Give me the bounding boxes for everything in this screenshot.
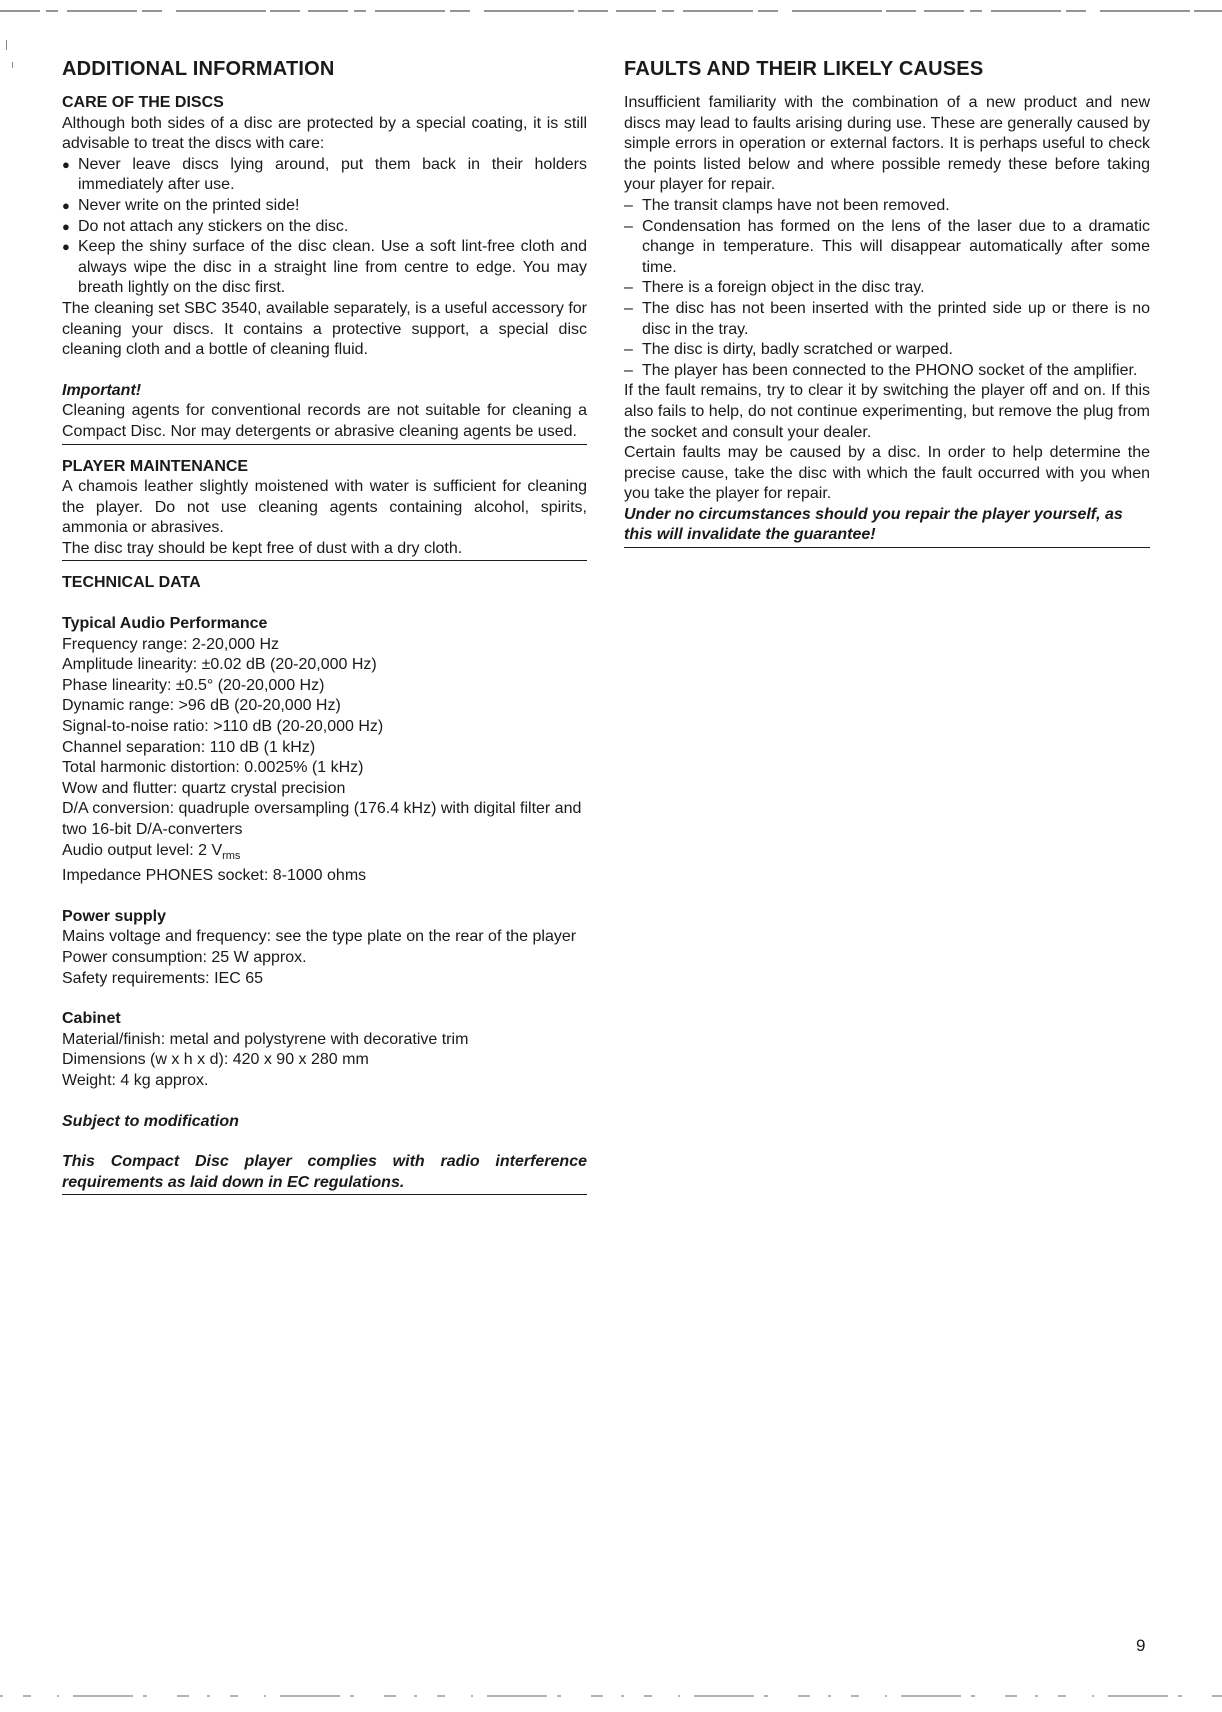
technical-data-section (62, 573, 587, 1195)
scan-edge-top (0, 8, 1222, 14)
important-text: Cleaning agents for conventional records are not suitable for cleaning a Compact Disc. Nor may detergents or abrasive cleaning agents be used. (62, 401, 587, 444)
care-intro: Although both sides of a disc are protected by a special coating, it is still advisable to treat the discs with care: (62, 114, 587, 153)
maintenance-heading: PLAYER MAINTENANCE (62, 457, 249, 475)
care-bullet: ● Never leave discs lying around, put them back in their holders immediately after use. (62, 155, 587, 196)
cleaning-set-text: The cleaning set SBC 3540, available separately, is a useful accessory for cleaning your discs. It contains a protective support, a special disc cleaning cloth and a bottle of cleaning fluid. (62, 299, 587, 359)
spec-line: Material/finish: metal and polystyrene with decorative trim (62, 1030, 469, 1048)
spec-line: Dimensions (w x h x d): 420 x 90 x 280 mm (62, 1051, 369, 1069)
subject-to-modification: Subject to modification (62, 1112, 239, 1130)
faults-disc-cause: Certain faults may be caused by a disc. In order to help determine the precise cause, take the disc with which the fault occurred with you when you take the player for repair. (624, 444, 1150, 503)
faults-cause-list (624, 196, 1150, 381)
right-column (624, 58, 1150, 548)
output-level-text: Audio output level: 2 V (62, 841, 223, 859)
maintenance-tray-text: The disc tray should be kept free of dust with a dry cloth. (62, 539, 587, 562)
additional-information-title: ADDITIONAL INFORMATION (62, 58, 335, 80)
spec-line: Dynamic range: >96 dB (20-20,000 Hz) (62, 697, 341, 715)
fault-cause: – The disc is dirty, badly scratched or warped. (624, 340, 1150, 361)
spec-line: Impedance PHONES socket: 8-1000 ohms (62, 867, 367, 885)
scan-mark (6, 40, 7, 50)
care-bullet: ● Keep the shiny surface of the disc clean. Use a soft lint-free cloth and always wipe the disc in a straight line from centre to edge. You may breath lightly on the disc first. (62, 237, 587, 299)
spec-line: Signal-to-noise ratio: >110 dB (20-20,000 Hz) (62, 718, 384, 736)
spec-line: Safety requirements: IEC 65 (62, 969, 263, 987)
compliance-note: This Compact Disc player complies with radio interference requirements as laid down in EC regulations. (62, 1152, 587, 1195)
faults-title: FAULTS AND THEIR LIKELY CAUSES (624, 58, 984, 80)
maintenance-section (62, 457, 587, 562)
scan-edge-bottom (0, 1692, 1222, 1704)
page-number: 9 (1136, 1636, 1146, 1655)
spec-line: Phase linearity: ±0.5° (20-20,000 Hz) (62, 676, 325, 694)
care-section (62, 93, 587, 445)
care-bullet-list (62, 155, 587, 299)
care-bullet: ● Do not attach any stickers on the disc. (62, 217, 587, 238)
scan-mark (12, 62, 13, 68)
spec-line: Weight: 4 kg approx. (62, 1071, 209, 1089)
technical-data-heading: TECHNICAL DATA (62, 574, 201, 592)
important-label: Important! (62, 381, 142, 399)
left-column (62, 58, 587, 1195)
repair-warning: Under no circumstances should you repair the player yourself, as this will invalidate the guarantee! (624, 505, 1150, 548)
spec-line-output-level (62, 841, 587, 867)
faults-intro: Insufficient familiarity with the combination of a new product and new discs may lead to faults arising during use. These are generally caused by simple errors in operation or external factors. It is perhaps useful to check the points listed below and where possible remedy these before taking your player for repair. (624, 94, 1150, 194)
cabinet-heading: Cabinet (62, 1010, 121, 1028)
spec-line: Power consumption: 25 W approx. (62, 948, 307, 966)
care-heading: CARE OF THE DISCS (62, 94, 224, 111)
maintenance-text: A chamois leather slightly moistened with water is sufficient for cleaning the player. Do not use cleaning agents containing alcohol, spirits, ammonia or abrasives. (62, 478, 587, 537)
spec-line: Total harmonic distortion: 0.0025% (1 kHz) (62, 759, 364, 777)
care-bullet: ● Never write on the printed side! (62, 196, 587, 217)
fault-cause: – The disc has not been inserted with the printed side up or there is no disc in the tray. (624, 299, 1150, 340)
output-level-subscript: rms (222, 849, 241, 862)
fault-cause: – The transit clamps have not been removed. (624, 196, 1150, 217)
faults-remedy: If the fault remains, try to clear it by switching the player off and on. If this also fails to help, do not continue experimenting, but remove the plug from the socket and consult your dealer. (624, 382, 1150, 441)
spec-line: Amplitude linearity: ±0.02 dB (20-20,000 Hz) (62, 656, 377, 674)
power-supply-heading: Power supply (62, 907, 167, 925)
spec-line: D/A conversion: quadruple oversampling (176.4 kHz) with digital filter and two 16-bit D/A-converters (62, 800, 582, 838)
spec-line: Channel separation: 110 dB (1 kHz) (62, 738, 316, 756)
fault-cause: – The player has been connected to the PHONO socket of the amplifier. (624, 361, 1150, 382)
audio-performance-heading: Typical Audio Performance (62, 615, 268, 633)
spec-line: Wow and flutter: quartz crystal precision (62, 779, 346, 797)
spec-line: Frequency range: 2-20,000 Hz (62, 635, 280, 653)
fault-cause: – Condensation has formed on the lens of the laser due to a dramatic change in temperature. This will disappear automatically after some time. (624, 217, 1150, 279)
spec-line: Mains voltage and frequency: see the type plate on the rear of the player (62, 928, 577, 946)
fault-cause: – There is a foreign object in the disc tray. (624, 278, 1150, 299)
